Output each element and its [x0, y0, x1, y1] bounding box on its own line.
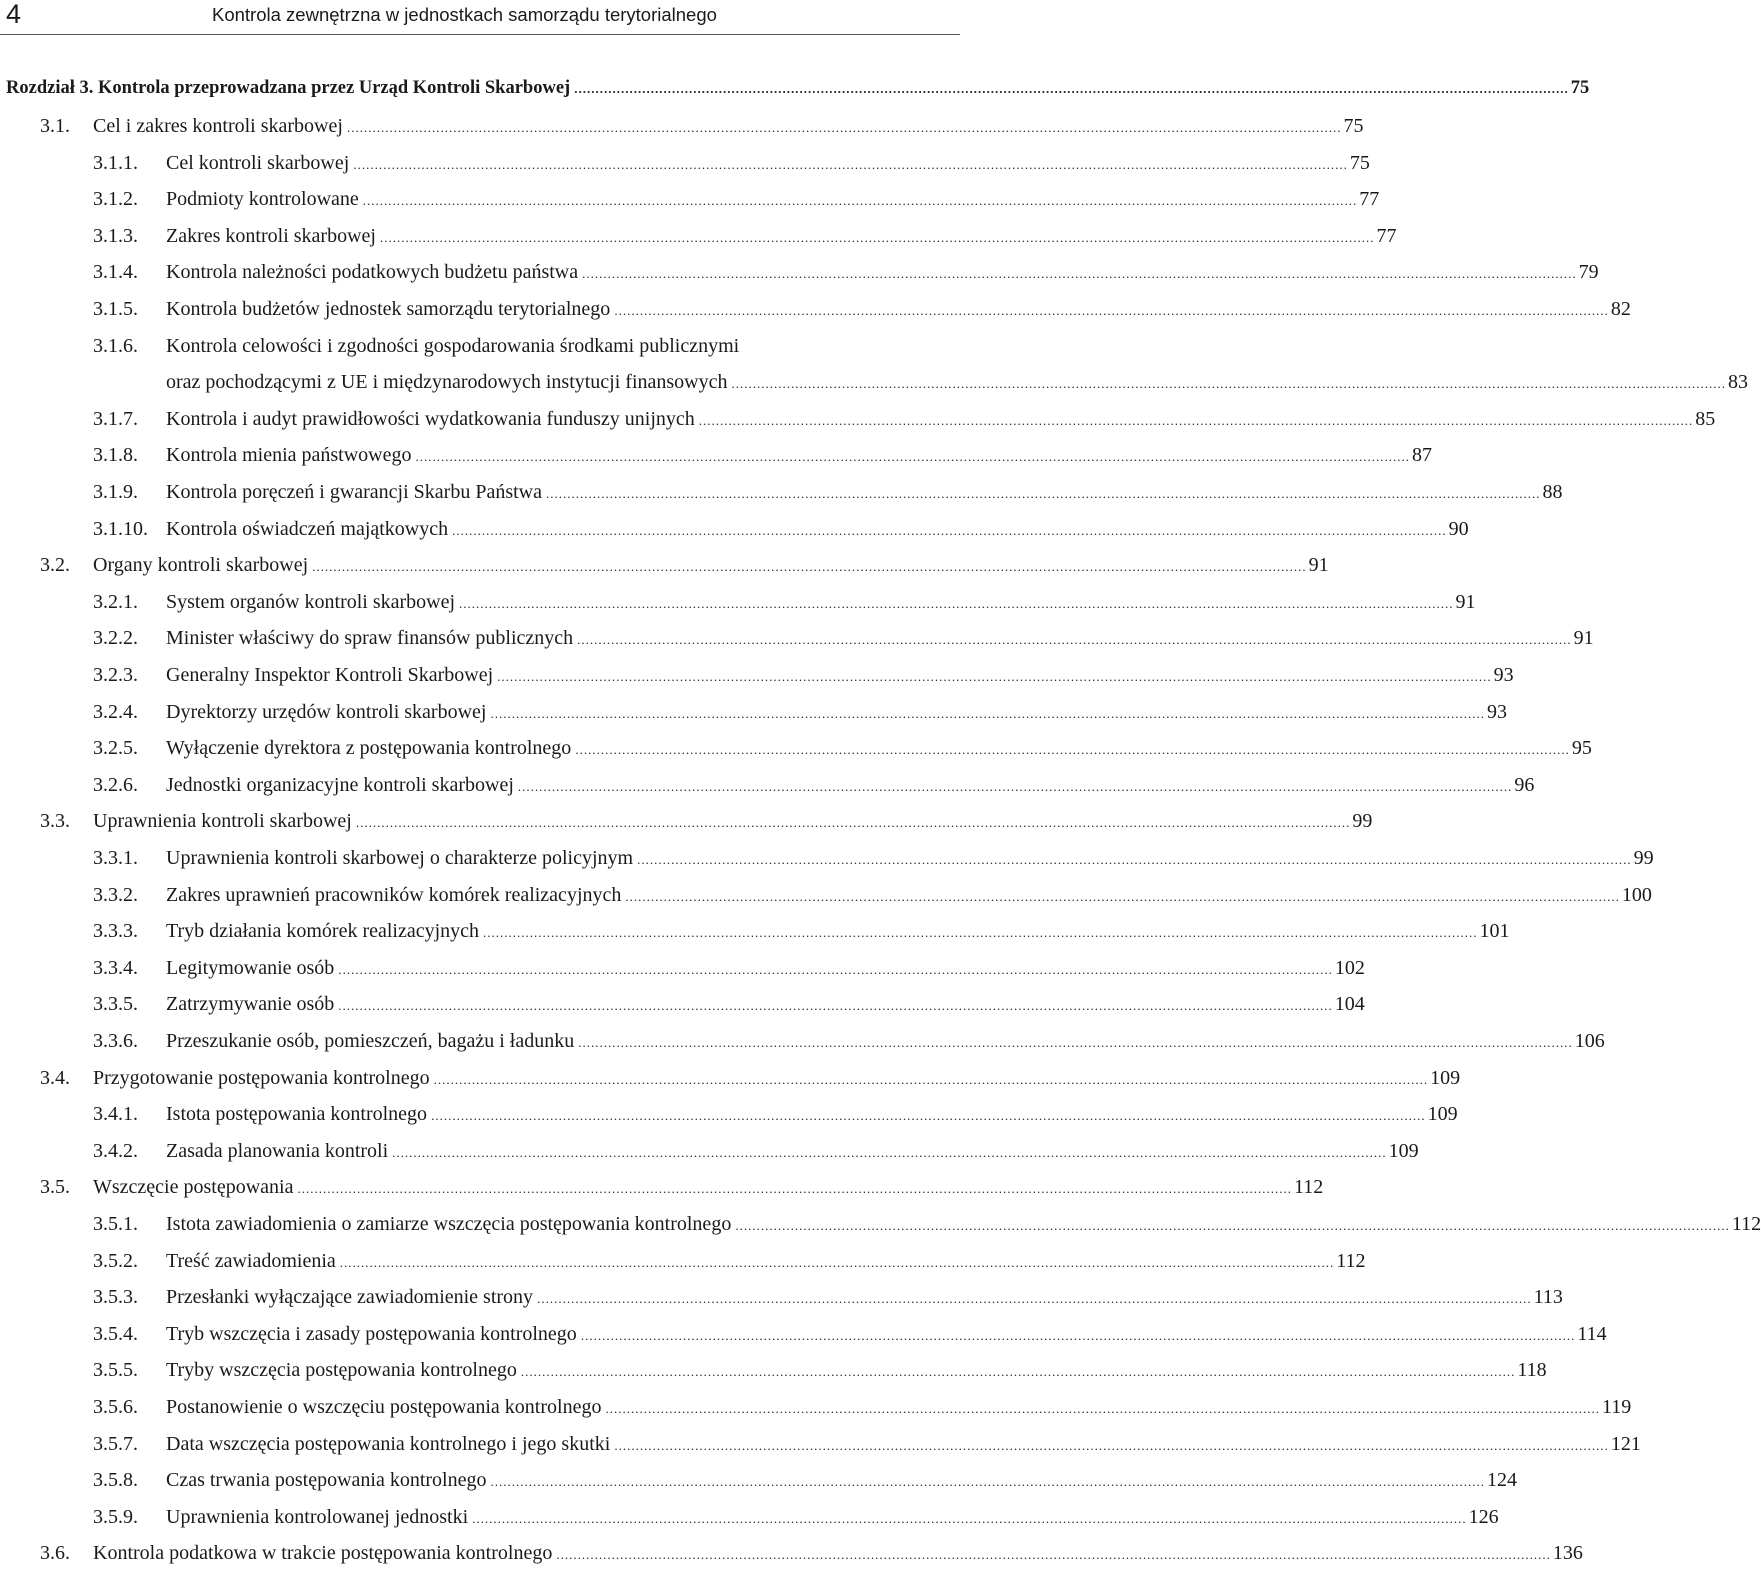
- toc-entry-title: Cel i zakres kontroli skarbowej: [93, 115, 343, 137]
- toc-leader: [472, 1507, 1467, 1531]
- toc-entry-number: 3.3.5.: [93, 993, 138, 1015]
- toc-entry-number: 3.1.6.: [93, 335, 138, 357]
- toc-leader: [614, 299, 1609, 323]
- toc-entry-title: Istota zawiadomienia o zamiarze wszczęcia postępowania kontrolnego: [166, 1213, 732, 1235]
- toc-entry[interactable]: [93, 1468, 1517, 1494]
- toc-entry[interactable]: [93, 1432, 1641, 1458]
- toc-entry[interactable]: [93, 443, 1432, 469]
- toc-entry-number: 3.4.1.: [93, 1103, 138, 1125]
- toc-entry[interactable]: [93, 1139, 1419, 1165]
- toc-leader: [605, 1397, 1600, 1421]
- toc-entry-page: 93: [1493, 664, 1514, 686]
- toc-entry-number: 3.5.6.: [93, 1396, 138, 1418]
- toc-entry-title: System organów kontroli skarbowej: [166, 591, 456, 613]
- toc-entry-title: Przesłanki wyłączające zawiadomienie strony: [166, 1286, 534, 1308]
- toc-entry-title: Przeszukanie osób, pomieszczeń, bagażu i ładunku: [166, 1030, 575, 1052]
- toc-entry-page: 88: [1542, 481, 1563, 503]
- toc-entry-number: 3.2.2.: [93, 627, 138, 649]
- toc-leader: [338, 994, 1333, 1018]
- toc-entry-number: 3.2.3.: [93, 664, 138, 686]
- toc-entry-number: 3.5.4.: [93, 1323, 138, 1345]
- toc-entry-page: 124: [1486, 1469, 1517, 1491]
- running-title: Kontrola zewnętrzna w jednostkach samorządu terytorialnego: [212, 4, 717, 25]
- toc-entry[interactable]: [40, 1175, 1324, 1201]
- toc-leader: [581, 1324, 1576, 1348]
- toc-entry[interactable]: [93, 480, 1563, 506]
- toc-entry-title: Uprawnienia kontroli skarbowej o charakterze policyjnym: [166, 847, 634, 869]
- toc-entry-page: 91: [1573, 627, 1594, 649]
- toc-leader: [574, 77, 1569, 101]
- toc-entry[interactable]: [40, 1541, 1583, 1567]
- toc-entry[interactable]: [93, 1395, 1632, 1421]
- toc-entry-title: Tryby wszczęcia postępowania kontrolnego: [166, 1359, 517, 1381]
- toc-entry[interactable]: [93, 626, 1594, 652]
- toc-entry[interactable]: [93, 1285, 1563, 1311]
- toc-entry-number: 3.1.: [40, 115, 70, 137]
- toc-leader: [521, 1360, 1516, 1384]
- toc-entry-number: 3.1.4.: [93, 261, 138, 283]
- toc-entry[interactable]: [93, 370, 1748, 396]
- toc-entry-title: Data wszczęcia postępowania kontrolnego i jego skutki: [166, 1433, 611, 1455]
- toc-entry-number: 3.2.: [40, 554, 70, 576]
- toc-entry-title: Jednostki organizacyjne kontroli skarbowej: [166, 774, 514, 796]
- toc-entry-page: 91: [1455, 591, 1476, 613]
- toc-entry[interactable]: [93, 1505, 1499, 1531]
- toc-entry[interactable]: [93, 846, 1654, 872]
- toc-entry[interactable]: [93, 736, 1592, 762]
- toc-entry[interactable]: [93, 1102, 1458, 1128]
- toc-entry-page: 136: [1552, 1542, 1583, 1564]
- toc-leader: [297, 1177, 1292, 1201]
- toc-entry-title: Kontrola oświadczeń majątkowych: [166, 518, 449, 540]
- toc-entry-number: 3.5.7.: [93, 1433, 138, 1455]
- toc-entry-number: 3.1.7.: [93, 408, 138, 430]
- toc-entry-page: 95: [1571, 737, 1592, 759]
- toc-leader: [353, 153, 1348, 177]
- toc-leader: [732, 372, 1727, 396]
- toc-entry-page: 85: [1695, 408, 1716, 430]
- toc-leader: [637, 848, 1632, 872]
- toc-entry-title: Wszczęcie postępowania: [93, 1176, 294, 1198]
- toc-entry-page: 75: [1343, 115, 1364, 137]
- toc-entry-page: 96: [1514, 774, 1535, 796]
- toc-entry-page: 75: [1349, 152, 1370, 174]
- toc-leader: [575, 738, 1570, 762]
- toc-leader: [497, 665, 1492, 689]
- toc-entry[interactable]: [93, 407, 1716, 433]
- toc-leader: [340, 1251, 1335, 1275]
- toc-entry[interactable]: [93, 883, 1652, 909]
- toc-entry[interactable]: [93, 151, 1370, 177]
- toc-entry[interactable]: [40, 1066, 1461, 1092]
- toc-entry-page: 121: [1610, 1433, 1641, 1455]
- toc-leader: [363, 189, 1358, 213]
- toc-entry-number: 3.4.: [40, 1067, 70, 1089]
- toc-entry-page: 101: [1479, 920, 1510, 942]
- toc-entry-title: Rozdział 3. Kontrola przeprowadzana przez Urząd Kontroli Skarbowej: [6, 78, 571, 98]
- toc-entry-number: 3.1.2.: [93, 188, 138, 210]
- toc-entry-page: 126: [1468, 1506, 1499, 1528]
- toc-entry-number: 3.5.5.: [93, 1359, 138, 1381]
- toc-entry-number: 3.3.6.: [93, 1030, 138, 1052]
- toc-entry[interactable]: [93, 260, 1599, 286]
- toc-entry-page: 91: [1308, 554, 1329, 576]
- toc-entry-title: Zasada planowania kontroli: [166, 1140, 389, 1162]
- toc-entry-title: Generalny Inspektor Kontroli Skarbowej: [166, 664, 494, 686]
- toc-entry-title: Zakres kontroli skarbowej: [166, 225, 376, 247]
- toc-entry[interactable]: [93, 773, 1535, 799]
- toc-leader: [556, 1543, 1551, 1567]
- toc-entry-number: 3.2.6.: [93, 774, 138, 796]
- toc-entry-page: 119: [1601, 1396, 1632, 1418]
- toc-entry-title: Przygotowanie postępowania kontrolnego: [93, 1067, 430, 1089]
- toc-entry-title: Kontrola budżetów jednostek samorządu terytorialnego: [166, 298, 611, 320]
- toc-entry-number: 3.3.2.: [93, 884, 138, 906]
- toc-entry[interactable]: [40, 809, 1373, 835]
- toc-leader: [356, 811, 1351, 835]
- toc-entry[interactable]: [93, 919, 1510, 945]
- toc-entry-page: 99: [1633, 847, 1654, 869]
- toc-entry[interactable]: [40, 114, 1364, 140]
- toc-entry-title: Postanowienie o wszczęciu postępowania kontrolnego: [166, 1396, 602, 1418]
- toc-entry-title: Czas trwania postępowania kontrolnego: [166, 1469, 487, 1491]
- toc-leader: [546, 482, 1541, 506]
- toc-entry-title: Kontrola mienia państwowego: [166, 444, 412, 466]
- toc-entry-number: 3.3.4.: [93, 957, 138, 979]
- toc-entry-number: 3.3.3.: [93, 920, 138, 942]
- toc-entry-page: 109: [1427, 1103, 1458, 1125]
- toc-entry-title: Minister właściwy do spraw finansów publicznych: [166, 627, 574, 649]
- toc-entry-number: 3.1.5.: [93, 298, 138, 320]
- toc-entry[interactable]: [93, 297, 1631, 323]
- toc-entry[interactable]: [93, 1249, 1366, 1275]
- toc-entry[interactable]: [93, 224, 1397, 250]
- toc-entry-page: 87: [1412, 444, 1432, 466]
- toc-chapter-3[interactable]: [6, 76, 1590, 101]
- toc-entry[interactable]: [93, 334, 894, 358]
- toc-entry[interactable]: [93, 1029, 1605, 1055]
- toc-entry-number: 3.2.4.: [93, 701, 138, 723]
- toc-entry-title: Uprawnienia kontroli skarbowej: [93, 810, 352, 832]
- toc-entry-title: Kontrola i audyt prawidłowości wydatkowania funduszy unijnych: [166, 408, 695, 430]
- toc-entry-page: 112: [1336, 1250, 1366, 1272]
- toc-entry[interactable]: [93, 1358, 1547, 1384]
- toc-entry[interactable]: [93, 1322, 1607, 1348]
- toc-entry[interactable]: [93, 992, 1365, 1018]
- toc-leader: [537, 1287, 1532, 1311]
- toc-entry-number: 3.3.: [40, 810, 70, 832]
- toc-entry-title: Wyłączenie dyrektora z postępowania kontrolnego: [166, 737, 572, 759]
- toc-entry-title: Tryb wszczęcia i zasady postępowania kontrolnego: [166, 1323, 577, 1345]
- toc-entry-title: Kontrola celowości i zgodności gospodarowania środkami publicznymi: [166, 335, 740, 357]
- toc-leader: [431, 1104, 1426, 1128]
- toc-entry-page: 79: [1578, 261, 1599, 283]
- toc-entry-number: 3.5.: [40, 1176, 70, 1198]
- toc-leader: [625, 885, 1620, 909]
- toc-entry-page: 100: [1621, 884, 1652, 906]
- toc-entry-page: 102: [1334, 957, 1365, 979]
- toc-entry-page: 93: [1486, 701, 1507, 723]
- toc-leader: [577, 628, 1572, 652]
- toc-leader: [312, 555, 1307, 579]
- toc-leader: [490, 702, 1485, 726]
- toc-leader: [452, 519, 1447, 543]
- toc-entry-title: Zakres uprawnień pracowników komórek realizacyjnych: [166, 884, 622, 906]
- toc-entry-page: 118: [1517, 1359, 1547, 1381]
- toc-entry[interactable]: [93, 956, 1365, 982]
- toc-leader: [483, 921, 1478, 945]
- toc-entry-number: 3.4.2.: [93, 1140, 138, 1162]
- toc-entry-title: Zatrzymywanie osób: [166, 993, 335, 1015]
- toc-leader: [490, 1470, 1485, 1494]
- toc-leader: [416, 445, 1411, 469]
- toc-entry-title: Podmioty kontrolowane: [166, 188, 359, 210]
- toc-entry-page: 112: [1731, 1213, 1761, 1235]
- toc-entry-number: 3.1.9.: [93, 481, 138, 503]
- toc-leader: [614, 1434, 1609, 1458]
- toc-entry-title: Organy kontroli skarbowej: [93, 554, 309, 576]
- toc-entry[interactable]: [93, 1212, 1761, 1238]
- toc-entry-number: 3.5.2.: [93, 1250, 138, 1272]
- toc-entry-title: Uprawnienia kontrolowanej jednostki: [166, 1506, 469, 1528]
- toc-entry-title: Tryb działania komórek realizacyjnych: [166, 920, 480, 942]
- toc-leader: [735, 1214, 1730, 1238]
- toc-entry-number: 3.6.: [40, 1542, 70, 1564]
- toc-leader: [392, 1141, 1387, 1165]
- toc-entry-number: 3.5.1.: [93, 1213, 138, 1235]
- toc-entry-title: Kontrola podatkowa w trakcie postępowania kontrolnego: [93, 1542, 553, 1564]
- toc-leader: [338, 958, 1333, 982]
- toc-entry-title: Kontrola poręczeń i gwarancji Skarbu Państwa: [166, 481, 542, 503]
- toc-entry-number: 3.1.3.: [93, 225, 138, 247]
- toc-entry-page: 104: [1334, 993, 1365, 1015]
- toc-leader: [699, 409, 1694, 433]
- toc-entry-page: 90: [1448, 518, 1469, 540]
- toc-entry-page: 77: [1359, 188, 1380, 210]
- page-number: 4: [6, 0, 22, 29]
- toc-entry-number: 3.3.1.: [93, 847, 138, 869]
- toc-entry-title: Istota postępowania kontrolnego: [166, 1103, 428, 1125]
- toc-entry-title: Treść zawiadomienia: [166, 1250, 336, 1272]
- toc-entry-number: 3.2.1.: [93, 591, 138, 613]
- toc-entry-page: 109: [1430, 1067, 1461, 1089]
- toc-entry-number: 3.5.9.: [93, 1506, 138, 1528]
- toc-entry[interactable]: [93, 663, 1514, 689]
- toc-entry-page: 112: [1293, 1176, 1324, 1198]
- toc-entry-number: 3.1.1.: [93, 152, 138, 174]
- toc-entry-title: oraz pochodzącymi z UE i międzynarodowych instytucji finansowych: [166, 371, 728, 393]
- toc-entry-title: Legitymowanie osób: [166, 957, 335, 979]
- toc-entry[interactable]: [93, 517, 1469, 543]
- toc-entry-number: 3.5.3.: [93, 1286, 138, 1308]
- toc-entry-number: 3.5.8.: [93, 1469, 138, 1491]
- toc-entry-page: 114: [1577, 1323, 1607, 1345]
- toc-entry[interactable]: [93, 590, 1476, 616]
- toc-entry-page: 99: [1352, 810, 1373, 832]
- toc-entry-number: 3.2.5.: [93, 737, 138, 759]
- toc-entry-page: 109: [1388, 1140, 1419, 1162]
- toc-entry-page: 75: [1570, 78, 1590, 98]
- toc-entry[interactable]: [93, 187, 1380, 213]
- toc-entry-title: Cel kontroli skarbowej: [166, 152, 350, 174]
- toc-entry-number: 3.1.8.: [93, 444, 138, 466]
- toc-leader: [518, 775, 1513, 799]
- toc-leader: [347, 116, 1342, 140]
- toc-leader: [582, 262, 1577, 286]
- toc-entry-title: Kontrola należności podatkowych budżetu państwa: [166, 261, 579, 283]
- toc-leader: [578, 1031, 1573, 1055]
- toc-entry[interactable]: [93, 700, 1507, 726]
- toc-entry-title: Dyrektorzy urzędów kontroli skarbowej: [166, 701, 487, 723]
- toc-entry-page: 77: [1376, 225, 1397, 247]
- toc-entry-number: 3.1.10.: [93, 518, 148, 540]
- toc-leader: [459, 592, 1454, 616]
- toc-leader: [380, 226, 1375, 250]
- toc-entry-page: 83: [1728, 371, 1748, 393]
- toc-entry-page: 82: [1610, 298, 1631, 320]
- toc-entry-page: 106: [1574, 1030, 1605, 1052]
- toc-entry[interactable]: [40, 553, 1329, 579]
- toc-entry-page: 113: [1533, 1286, 1563, 1308]
- toc-leader: [434, 1068, 1429, 1092]
